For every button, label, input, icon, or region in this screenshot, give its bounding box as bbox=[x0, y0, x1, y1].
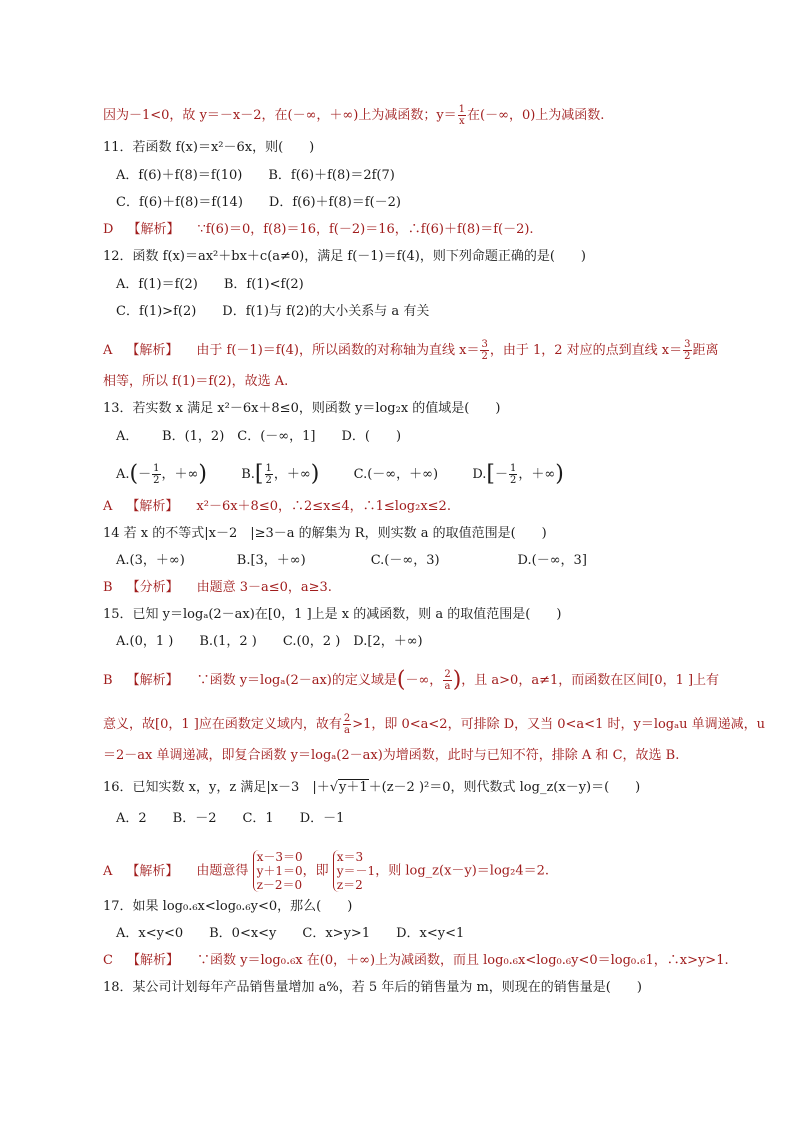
fraction: $\frac{1}{x}$ bbox=[458, 104, 466, 127]
question-15-options: A.(0，1 ) B.(1，2 ) C.(0，2 ) D.[2，＋∞) bbox=[116, 634, 423, 649]
question-12-answer: A 【解析】 由于 f(－1)＝f(4)，所以函数的对称轴为直线 x＝ $\frac{3}{2}$ ，由于 1，2 对应的点到直线 x＝ $\frac{3}{2}$ 距离 bbox=[103, 339, 719, 362]
question-12-options-2: C．f(1)>f(2) D．f(1)与 f(2)的大小关系与 a 有关 bbox=[116, 304, 430, 319]
question-14-options: A.(3，＋∞) B.[3，＋∞) C.(－∞，3) D.(－∞，3] bbox=[116, 553, 587, 568]
question-11-options-2: C．f(6)＋f(8)＝f(14) D．f(6)＋f(8)＝f(－2) bbox=[116, 195, 401, 210]
question-11-stem: 11．若函数 f(x)＝x²－6x，则( ) bbox=[103, 140, 315, 155]
question-16-stem: 16．已知实数 x，y，z 满足|x－3 |＋√y＋1＋(z－2 )²＝0，则代数式 log_z(x－y)＝( ) bbox=[103, 780, 641, 795]
question-13-options-2: A.(－ $\frac{1}{2}$ ，＋∞) B.[ $\frac{1}{2}$ ，＋∞) C.(－∞，＋∞) D.[－ $\frac{1}{2}$ ，＋∞) bbox=[116, 461, 564, 487]
question-13-options-1: A． B．(1，2) C．(－∞，1] D．( ) bbox=[116, 429, 402, 444]
question-17-options: A．x<y<0 B．0<x<y C．x>y>1 D．x<y<1 bbox=[116, 926, 465, 941]
equation-system-2: x＝3 y＝－1 z＝2 bbox=[333, 850, 375, 892]
question-12-stem: 12．函数 f(x)＝ax²＋bx＋c(a≠0)，满足 f(－1)＝f(4)，则下列命题正确的是( ) bbox=[103, 249, 586, 264]
question-15-stem: 15．已知 y＝logₐ(2－ax)在[0，1 ]上是 x 的减函数，则 a 的取值范围是( ) bbox=[103, 607, 562, 622]
question-17-answer: C 【解析】 ∵函数 y＝log₀.₆x 在(0，＋∞)上为减函数，而且 log₀.₆x<log₀.₆y<0＝log₀.₆1，∴x>y>1. bbox=[103, 953, 729, 968]
question-18-stem: 18．某公司计划每年产品销售量增加 a%，若 5 年后的销售量为 m，则现在的销售量是( ) bbox=[103, 980, 642, 995]
question-16-options: A．2 B．－2 C．1 D．－1 bbox=[116, 811, 345, 826]
question-15-answer-line2: 意义，故[0，1 ]应在函数定义域内，故有 $\frac{2}{a}$ >1，即 0<a<2，可排除 D，又当 0<a<1 时，y＝logₐu 单调递减，u bbox=[103, 713, 766, 736]
question-14-answer: B 【分析】 由题意 3－a≤0，a≥3. bbox=[103, 580, 332, 595]
equation-system-1: x－3＝0 y＋1＝0 z－2＝0 bbox=[253, 850, 303, 892]
question-15-answer-line3: ＝2－ax 单调递减，即复合函数 y＝logₐ(2－ax)为增函数，此时与已知不符，排除 A 和 C，故选 B. bbox=[103, 748, 680, 763]
question-14-stem: 14 若 x 的不等式|x－2 |≥3－a 的解集为 R，则实数 a 的取值范围是( ) bbox=[103, 526, 547, 541]
question-11-options-1: A．f(6)＋f(8)＝f(10) B．f(6)＋f(8)＝2f(7) bbox=[116, 168, 395, 183]
question-11-answer: D 【解析】 ∵f(6)＝0，f(8)＝16，f(－2)＝16，∴f(6)＋f(8)＝f(－2). bbox=[103, 222, 534, 237]
prev-answer-line: 因为－1<0，故 y＝－x－2，在(－∞，＋∞)上为减函数；y＝ $\frac{1}{x}$ 在(－∞，0)上为减函数. bbox=[103, 104, 605, 127]
question-13-answer: A 【解析】 x²－6x＋8≤0，∴2≤x≤4，∴1≤log₂x≤2. bbox=[103, 499, 451, 514]
question-13-stem: 13．若实数 x 满足 x²－6x＋8≤0，则函数 y＝log₂x 的值域是( ) bbox=[103, 401, 501, 416]
question-15-answer: B 【解析】 ∵函数 y＝logₐ(2－ax)的定义域是(－∞， $\frac{2}{a}$ )，且 a>0，a≠1，而函数在区间[0，1 ]上有 bbox=[103, 667, 720, 693]
question-17-stem: 17．如果 log₀.₆x<log₀.₆y<0，那么( ) bbox=[103, 899, 353, 914]
question-16-answer: A 【解析】 由题意得 x－3＝0 y＋1＝0 z－2＝0 ，即 x＝3 y＝－1 z＝2 ，则 log_z(x－y)＝log₂4＝2. bbox=[103, 850, 550, 892]
question-12-answer-line2: 相等，所以 f(1)＝f(2)，故选 A. bbox=[103, 374, 289, 389]
question-12-options-1: A．f(1)＝f(2) B．f(1)<f(2) bbox=[116, 277, 304, 292]
